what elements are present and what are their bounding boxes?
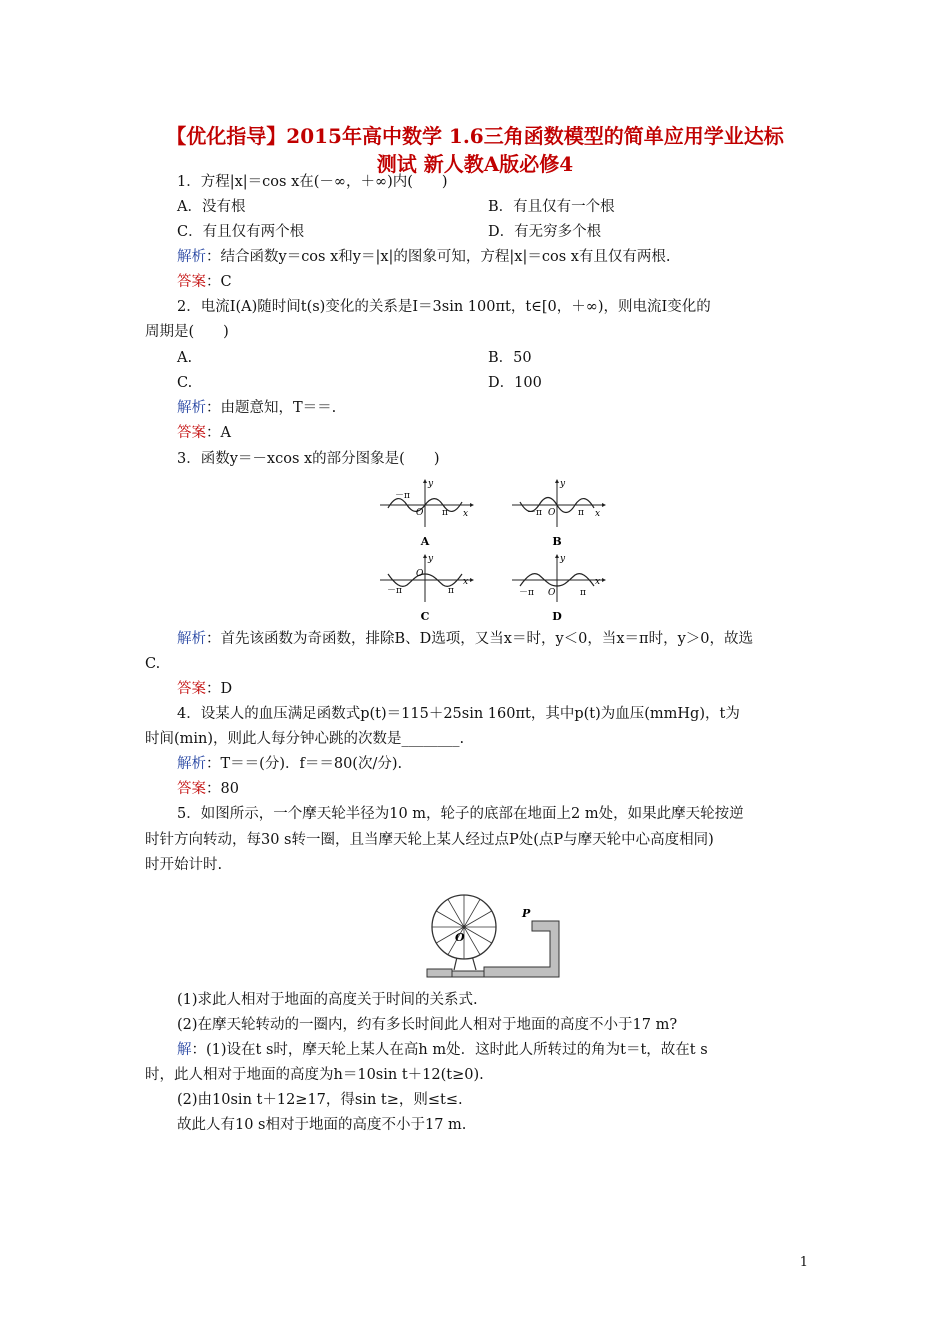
q5-sub-1: (1)求此人相对于地面的高度关于时间的关系式. [177, 992, 478, 1008]
q3-stem: 3．函数y＝－xcos x的部分图象是( ) [177, 451, 440, 467]
analysis-label: 解析 [177, 400, 206, 416]
q5-solution-line-3: (2)由10sin t＋12≥17，得sin t≥，则≤t≤. [177, 1092, 463, 1108]
center-label-o: O [455, 931, 465, 944]
neg-pi-label: －π [387, 586, 402, 596]
q2-option-d: D．100 [488, 375, 542, 391]
graph-option-d [512, 554, 606, 602]
page-number: 1 [799, 1255, 808, 1270]
q2-stem-line-2: 周期是( ) [145, 324, 229, 340]
neg-pi-label: －π [395, 491, 410, 501]
q1-stem: 1．方程|x|＝cos x在(－∞，＋∞)内( ) [177, 174, 448, 190]
neg-pi-label: －π [527, 508, 542, 518]
q5-sub-2: (2)在摩天轮转动的一圈内，约有多长时间此人相对于地面的高度不小于17 m? [177, 1017, 678, 1033]
graph-caption-b: B [552, 535, 562, 548]
q5-solution-line-2: 时，此人相对于地面的高度为h＝10sin t＋12(t≥0). [145, 1067, 484, 1083]
analysis-label: 解析 [177, 249, 206, 265]
x-axis-label: x [595, 509, 601, 519]
x-axis-label: x [595, 577, 601, 587]
pi-label: π [578, 508, 584, 518]
y-axis-label: y [560, 479, 566, 489]
q3-analysis-line-2: C. [145, 656, 161, 672]
q5-stem-line-1: 5．如图所示，一个摩天轮半径为10 m，轮子的底部在地面上2 m处，如果此摩天轮按逆 [177, 806, 744, 822]
solution-text: ：(1)设在t s时，摩天轮上某人在高h m处．这时此人所转过的角为t＝t，故在t s [191, 1042, 708, 1058]
q4-answer [177, 779, 239, 799]
origin-label: O [548, 508, 556, 518]
analysis-label: 解析 [177, 756, 206, 772]
answer-label: 答案 [177, 681, 206, 697]
point-p-label: P [522, 907, 531, 920]
pi-label: π [580, 588, 586, 598]
x-axis-label: x [463, 577, 469, 587]
pi-label: π [442, 508, 448, 518]
neg-pi-label: －π [519, 588, 534, 598]
analysis-label: 解析 [177, 631, 206, 647]
answer-label: 答案 [177, 274, 206, 290]
graph-caption-a: A [420, 535, 430, 548]
title-line-2: 测试 新人教A版必修4 [376, 152, 574, 176]
answer-text: ：D [206, 681, 233, 697]
graph-option-b [512, 479, 606, 527]
q2-option-c: C. [177, 375, 193, 391]
q4-stem-line-2: 时间(min)，则此人每分钟心跳的次数是________. [145, 731, 465, 747]
q2-option-b: B．50 [488, 350, 532, 366]
answer-text: ：C [206, 274, 232, 290]
graph-caption-d: D [552, 610, 562, 623]
graph-option-c [380, 554, 474, 602]
base-mid [452, 971, 484, 977]
q5-stem-line-2: 时针方向转动，每30 s转一圈，且当摩天轮上某人经过点P处(点P与摩天轮中心高度相同) [145, 832, 714, 848]
x-axis-label: x [463, 509, 469, 519]
title-line-1: 【优化指导】2015年高中数学 1.6三角函数模型的简单应用学业达标 [166, 124, 784, 148]
y-axis-label: y [428, 479, 434, 489]
solution-label: 解 [177, 1042, 192, 1058]
base-left [427, 969, 452, 977]
q1-option-a: A．没有根 [177, 199, 246, 215]
document-title [120, 122, 830, 178]
answer-text: ：80 [206, 781, 239, 797]
graph-caption-c: C [420, 610, 430, 623]
q1-option-b: B．有且仅有一个根 [488, 199, 615, 215]
q2-option-a: A. [177, 350, 193, 366]
q1-answer [177, 272, 232, 292]
y-axis-label: y [428, 554, 434, 564]
analysis-text: ：T＝＝(分)．f＝＝80(次/分). [206, 756, 403, 772]
q2-stem-line-1: 2．电流I(A)随时间t(s)变化的关系是I＝3sin 100πt，t∈[0，＋∞)，则电流I变化的 [177, 299, 711, 315]
origin-label: O [416, 508, 424, 518]
answer-label: 答案 [177, 781, 206, 797]
q2-analysis [177, 398, 336, 418]
ferris-wheel-figure [424, 887, 562, 983]
q4-analysis [177, 754, 402, 774]
graph-option-a [380, 479, 474, 527]
analysis-text: ：首先该函数为奇函数，排除B、D选项，又当x＝时，y＜0，当x＝π时，y＞0，故选 [206, 631, 753, 647]
pi-label: π [448, 586, 454, 596]
q3-answer [177, 679, 232, 699]
q5-solution-line-4: 故此人有10 s相对于地面的高度不小于17 m. [177, 1117, 467, 1133]
q5-stem-line-3: 时开始计时. [145, 857, 223, 873]
q3-analysis [177, 629, 753, 649]
answer-text: ：A [206, 425, 231, 441]
q5-solution-line-1 [177, 1040, 708, 1060]
q3-graph-options-figure [370, 474, 620, 630]
q1-option-c: C．有且仅有两个根 [177, 224, 305, 240]
analysis-text: ：由题意知，T＝＝. [206, 400, 337, 416]
q1-analysis [177, 247, 671, 267]
origin-label: O [548, 588, 556, 598]
analysis-text: ：结合函数y＝cos x和y＝|x|的图象可知，方程|x|＝cos x有且仅有两根. [206, 249, 671, 265]
answer-label: 答案 [177, 425, 206, 441]
origin-label: O [416, 569, 424, 579]
q1-option-d: D．有无穷多个根 [488, 224, 602, 240]
y-axis-label: y [560, 554, 566, 564]
q2-answer [177, 423, 231, 443]
q4-stem-line-1: 4．设某人的血压满足函数式p(t)＝115＋25sin 160πt，其中p(t)为血压(mmHg)，t为 [177, 706, 740, 722]
